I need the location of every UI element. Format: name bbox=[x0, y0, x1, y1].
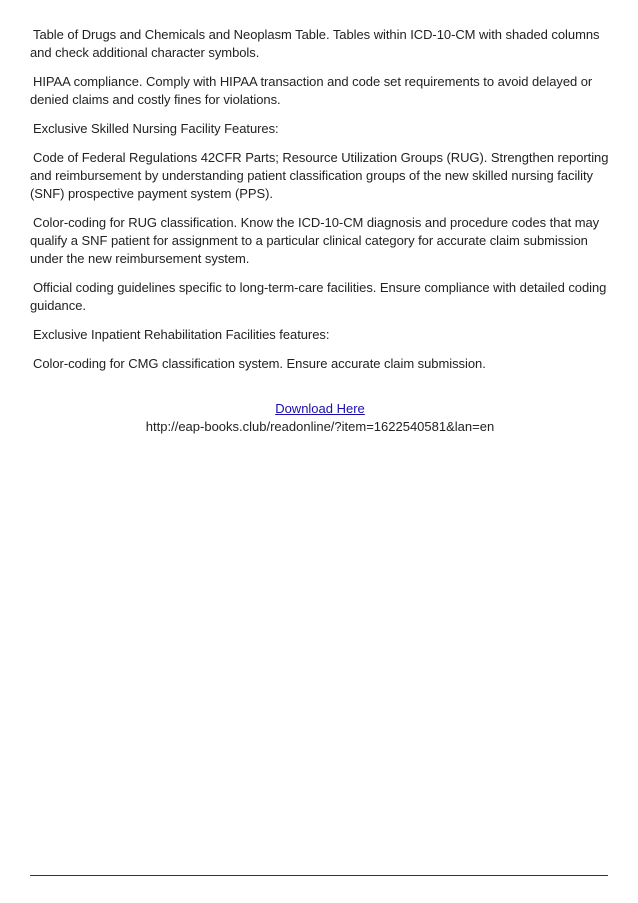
paragraph-text: Exclusive Skilled Nursing Facility Features: bbox=[33, 121, 279, 136]
paragraph-irf-heading bbox=[30, 326, 610, 344]
paragraph-hipaa bbox=[30, 73, 610, 109]
download-url-text: http://eap-books.club/readonline/?item=1622540581&lan=en bbox=[145, 419, 495, 434]
paragraph-text: HIPAA compliance. Comply with HIPAA transaction and code set requirements to avoid delayed or denied claims and costly fines for violations. bbox=[30, 74, 593, 107]
paragraph-cfr bbox=[30, 149, 610, 203]
paragraph-text: Table of Drugs and Chemicals and Neoplasm Table. Tables within ICD-10-CM with shaded columns and check additional character symbols. bbox=[30, 27, 600, 60]
paragraph-cmg-color bbox=[30, 355, 610, 373]
paragraph-guidelines bbox=[30, 279, 610, 315]
paragraph-text: Exclusive Inpatient Rehabilitation Facilities features: bbox=[33, 327, 330, 342]
paragraph-text: Code of Federal Regulations 42CFR Parts; Resource Utilization Groups (RUG). Strengthen reporting and reimbursement by understanding patient classification groups of the new skilled nursing facility (SNF) prospective payment system (PPS). bbox=[30, 150, 609, 201]
paragraph-rug-color bbox=[30, 214, 610, 268]
paragraph-snf-heading bbox=[30, 120, 610, 138]
paragraph-text: Color-coding for RUG classification. Know the ICD-10-CM diagnosis and procedure codes that may qualify a SNF patient for assignment to a particular clinical category for accurate claim submission under the new reimbursement system. bbox=[30, 215, 600, 266]
paragraph-text: Official coding guidelines specific to long-term-care facilities. Ensure compliance with detailed coding guidance. bbox=[30, 280, 607, 313]
document-page bbox=[30, 26, 610, 436]
download-block bbox=[30, 400, 610, 436]
paragraph-drug-tables bbox=[30, 26, 610, 62]
paragraph-text: Color-coding for CMG classification system. Ensure accurate claim submission. bbox=[33, 356, 486, 371]
page-bottom-divider bbox=[30, 875, 608, 876]
download-link[interactable]: Download Here bbox=[275, 401, 365, 416]
